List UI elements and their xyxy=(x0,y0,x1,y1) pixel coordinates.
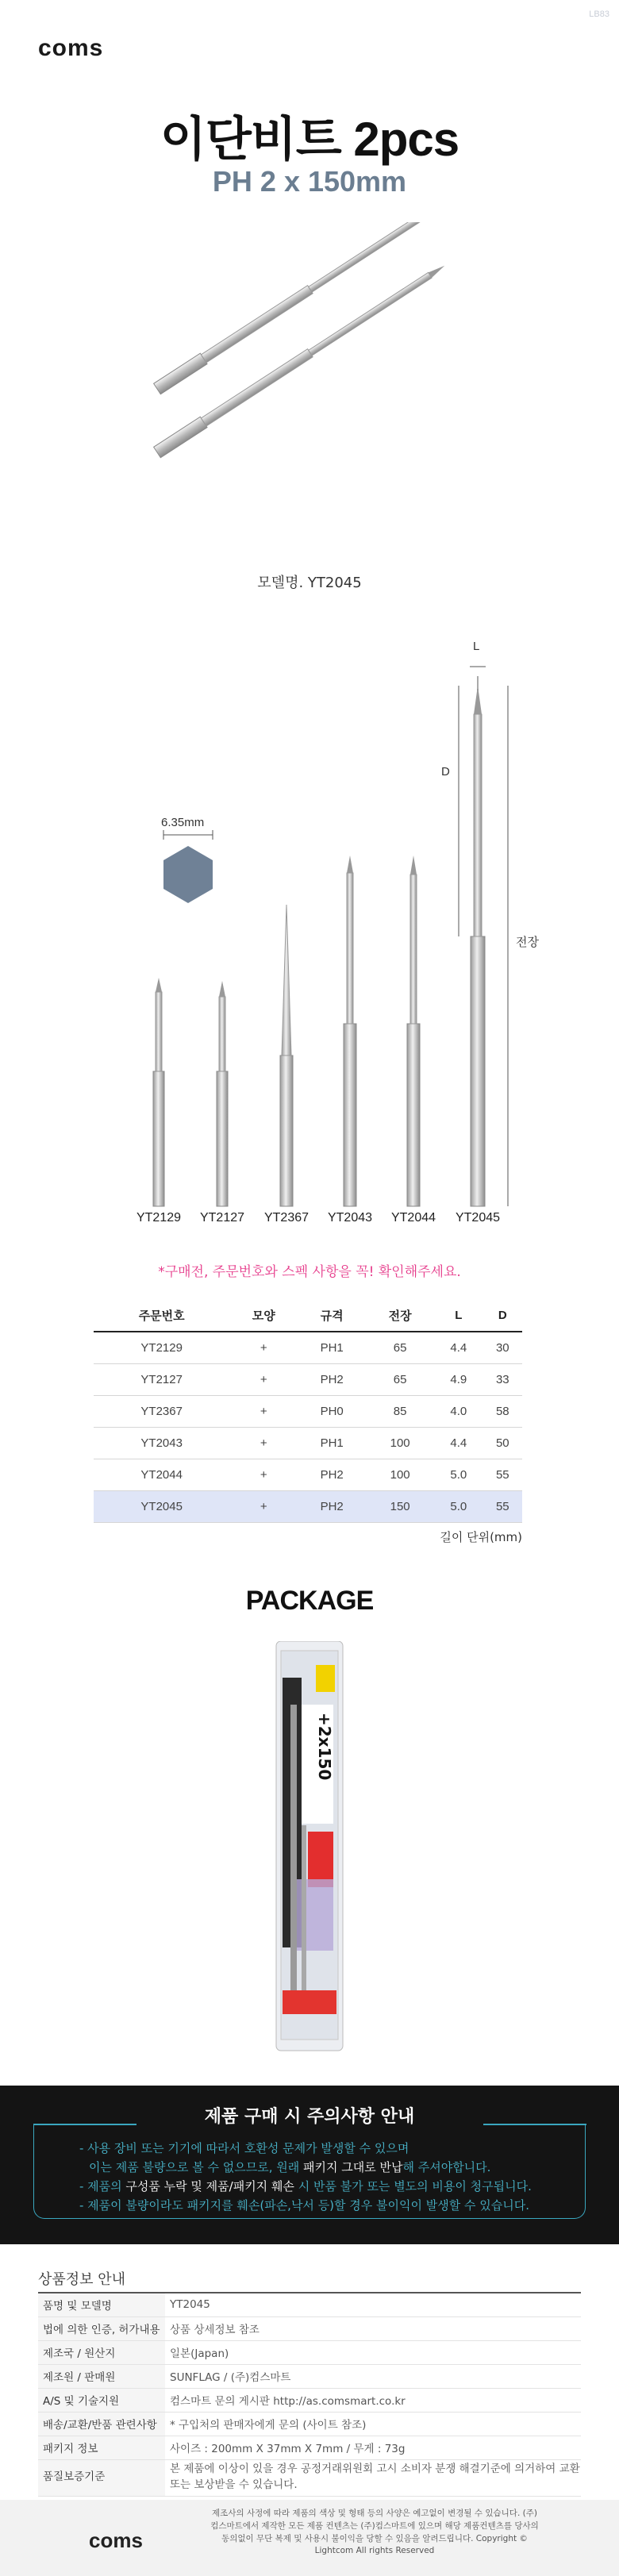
bit-label: YT2127 xyxy=(199,1211,245,1225)
bit-label: YT2045 xyxy=(455,1211,501,1225)
info-key: 패키지 정보 xyxy=(38,2436,165,2459)
info-row xyxy=(38,2412,581,2436)
col-header: 주문번호 xyxy=(94,1300,229,1332)
table-row xyxy=(94,1459,522,1490)
bit-label: YT2043 xyxy=(327,1211,373,1225)
bit-yt2044 xyxy=(407,855,420,1206)
cell: + xyxy=(229,1332,298,1363)
warning-line: 이는 제품 불량으로 볼 수 없으므로, 원래 패키지 그대로 반납해 주셔야합니다. xyxy=(89,2160,491,2174)
cell: + xyxy=(229,1459,298,1490)
info-row xyxy=(38,2459,581,2496)
table-row xyxy=(94,1332,522,1363)
brand-logo[interactable]: coms xyxy=(38,35,104,61)
info-value: 사이즈 : 200mm X 37mm X 7mm / 무게 : 73g xyxy=(165,2436,581,2459)
as-link[interactable]: 컴스마트 문의 게시판 http://as.comsmart.co.kr xyxy=(165,2388,581,2412)
cell: 150 xyxy=(366,1490,434,1522)
cell: PH2 xyxy=(298,1459,366,1490)
table-row xyxy=(94,1363,522,1395)
cell: + xyxy=(229,1490,298,1522)
cell: 4.9 xyxy=(434,1363,483,1395)
package-illustration xyxy=(270,1641,349,2054)
info-key: 배송/교환/반품 관련사항 xyxy=(38,2412,165,2436)
info-row xyxy=(38,2364,581,2388)
warning-line: - 제품이 불량이라도 패키지를 훼손(파손,낙서 등)할 경우 불이익이 발생할 수 있습니다. xyxy=(79,2198,529,2213)
table-row xyxy=(94,1395,522,1427)
cell: 4.0 xyxy=(434,1395,483,1427)
bit-yt2367 xyxy=(280,905,293,1206)
info-key: 품질보증기준 xyxy=(38,2459,165,2496)
l-label: L xyxy=(473,640,480,653)
cell: YT2129 xyxy=(94,1332,229,1363)
purchase-notice: *구매전, 주문번호와 스펙 사항을 꼭! 확인해주세요. xyxy=(158,1264,461,1280)
product-info-title: 상품정보 안내 xyxy=(38,2271,126,2288)
info-row xyxy=(38,2388,581,2412)
cell: PH2 xyxy=(298,1490,366,1522)
col-header: 모양 xyxy=(229,1300,298,1332)
info-key: A/S 및 기술지원 xyxy=(38,2388,165,2412)
cell: YT2367 xyxy=(94,1395,229,1427)
info-value: YT2045 xyxy=(165,2293,581,2316)
info-key: 제조원 / 판매원 xyxy=(38,2364,165,2388)
footer-disclaimer: 제조사의 사정에 따라 제품의 색상 및 형태 등의 사양은 예고없이 변경될 수 있습니다. (주)컴스마트에서 제작한 모든 제품 컨텐츠는 (주)컴스마트에 있으며 해당 제품컨텐츠를 당사의 동의없이 무단 복제 및 사용시 불이익을 당할 수 있음을 알려드립니다. Copyright © Lightcom All rights Reserved xyxy=(210,2509,539,2556)
cell: 65 xyxy=(366,1363,434,1395)
hex-shank-icon xyxy=(163,846,213,903)
cell: + xyxy=(229,1363,298,1395)
cell: 33 xyxy=(483,1363,522,1395)
cell: PH1 xyxy=(298,1427,366,1459)
info-value: 일본(Japan) xyxy=(165,2340,581,2364)
spec-table xyxy=(94,1300,522,1523)
cell: 4.4 xyxy=(434,1332,483,1363)
cell: 4.4 xyxy=(434,1427,483,1459)
package-title: PACKAGE xyxy=(245,1586,374,1616)
info-value: 상품 상세정보 참조 xyxy=(165,2316,581,2340)
package-print: +2x150 xyxy=(315,1713,334,1781)
cell: 85 xyxy=(366,1395,434,1427)
col-header: L xyxy=(434,1300,483,1332)
warning-line: - 제품의 구성품 누락 및 제품/패키지 훼손 시 반품 불가 또는 별도의 비용이 청구됩니다. xyxy=(79,2179,532,2193)
warning-title: 제품 구매 시 주의사항 안내 xyxy=(204,2107,415,2127)
info-row xyxy=(38,2293,581,2316)
total-length-label: 전장 xyxy=(516,936,539,949)
cell: YT2127 xyxy=(94,1363,229,1395)
info-value: 본 제품에 이상이 있을 경우 공정거래위원회 고시 소비자 분쟁 해결기준에 의거하여 교환 또는 보상받을 수 있습니다. xyxy=(165,2459,581,2496)
cell: YT2045 xyxy=(94,1490,229,1522)
cell: PH0 xyxy=(298,1395,366,1427)
hex-size-label: 6.35mm xyxy=(161,816,205,829)
cell: YT2044 xyxy=(94,1459,229,1490)
cell: 100 xyxy=(366,1459,434,1490)
info-key: 제조국 / 원산지 xyxy=(38,2340,165,2364)
cell: PH2 xyxy=(298,1363,366,1395)
bit-label: YT2129 xyxy=(136,1211,182,1225)
cell: 55 xyxy=(483,1459,522,1490)
cell: YT2043 xyxy=(94,1427,229,1459)
product-info-table xyxy=(38,2292,581,2497)
cell: 100 xyxy=(366,1427,434,1459)
bit-yt2045 xyxy=(471,686,485,1206)
length-unit-note: 길이 단위(mm) xyxy=(440,1530,522,1544)
cell: + xyxy=(229,1427,298,1459)
product-code-tag: LB83 xyxy=(589,10,609,19)
product-title: 이단비트 2pcs xyxy=(160,113,459,166)
cell: 5.0 xyxy=(434,1459,483,1490)
cell: 30 xyxy=(483,1332,522,1363)
table-row xyxy=(94,1427,522,1459)
footer-logo[interactable]: coms xyxy=(89,2528,143,2552)
spec-header-row xyxy=(94,1300,522,1332)
bit-yt2043 xyxy=(344,855,356,1206)
cell: 50 xyxy=(483,1427,522,1459)
col-header: D xyxy=(483,1300,522,1332)
info-value: * 구입처의 판매자에게 문의 (사이트 참조) xyxy=(165,2412,581,2436)
warning-line: - 사용 장비 또는 기기에 따라서 호환성 문제가 발생할 수 있으며 xyxy=(79,2141,409,2155)
bit-yt2127 xyxy=(217,981,228,1206)
table-row-highlighted xyxy=(94,1490,522,1522)
info-row xyxy=(38,2436,581,2459)
bit-yt2129 xyxy=(153,978,164,1206)
bit-label: YT2367 xyxy=(263,1211,310,1225)
col-header: 전장 xyxy=(366,1300,434,1332)
cell: 5.0 xyxy=(434,1490,483,1522)
info-key: 법에 의한 인증, 허가내용 xyxy=(38,2316,165,2340)
model-name: 모델명. YT2045 xyxy=(257,575,362,591)
info-key: 품명 및 모델명 xyxy=(38,2293,165,2316)
col-header: 규격 xyxy=(298,1300,366,1332)
cell: 55 xyxy=(483,1490,522,1522)
cell: 58 xyxy=(483,1395,522,1427)
d-label: D xyxy=(441,765,450,779)
product-subtitle: PH 2 x 150mm xyxy=(212,165,407,198)
info-row xyxy=(38,2340,581,2364)
info-row xyxy=(38,2316,581,2340)
bit-lineup-svg xyxy=(0,0,619,1238)
cell: 65 xyxy=(366,1332,434,1363)
cell: PH1 xyxy=(298,1332,366,1363)
bit-label: YT2044 xyxy=(390,1211,436,1225)
cell: + xyxy=(229,1395,298,1427)
info-value: SUNFLAG / (주)컴스마트 xyxy=(165,2364,581,2388)
